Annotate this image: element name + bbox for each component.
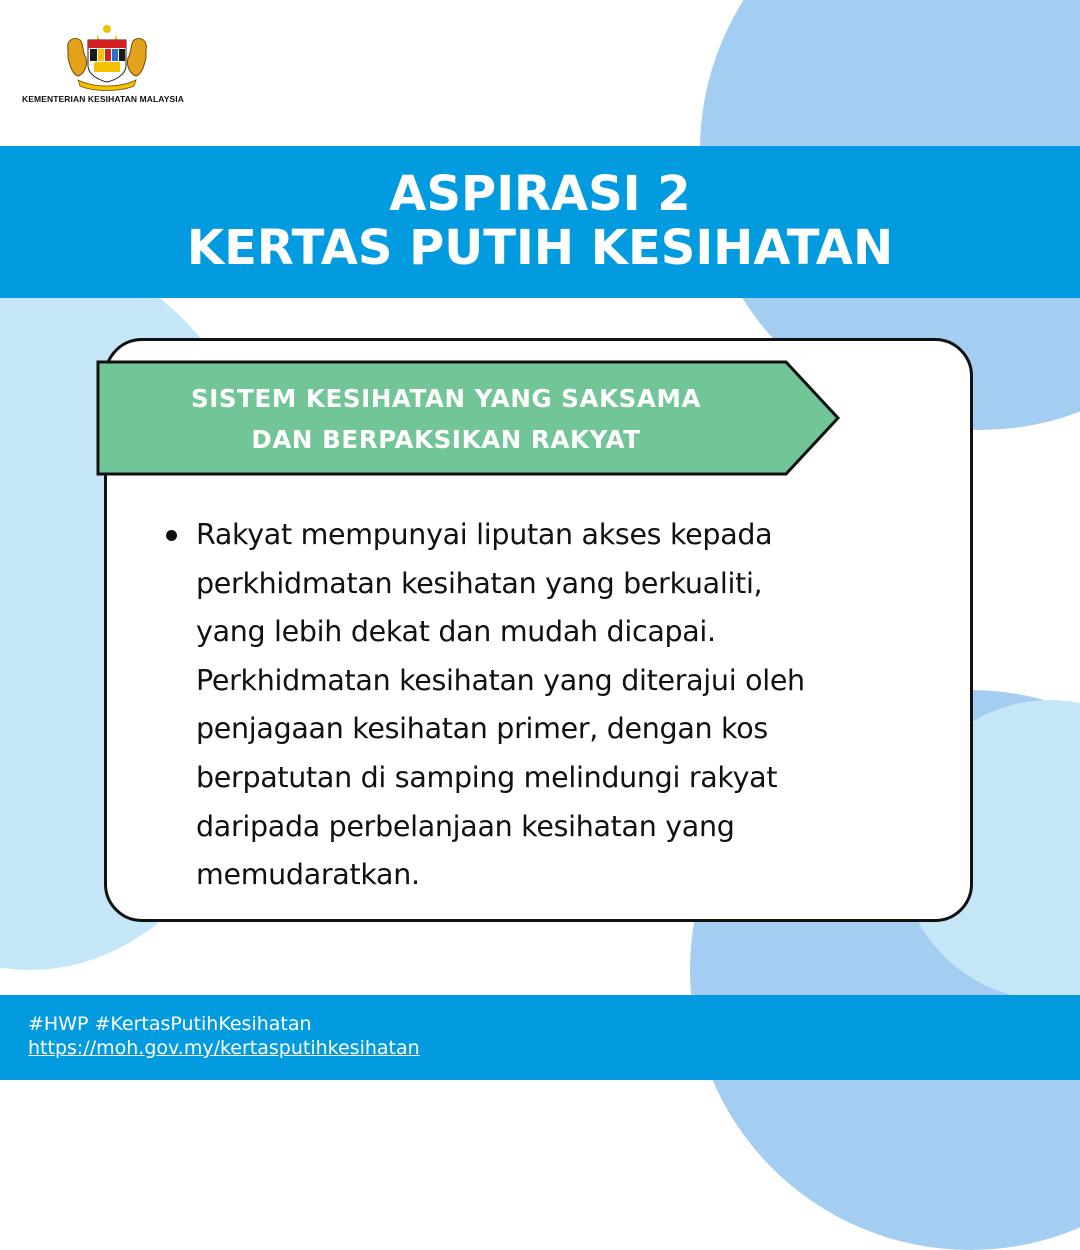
page-title-line-1: ASPIRASI 2 bbox=[389, 166, 691, 222]
paragraph-line: berpatutan di samping melindungi rakyat bbox=[196, 760, 778, 794]
website-link[interactable]: https://moh.gov.my/kertasputihkesihatan bbox=[28, 1037, 420, 1059]
coat-of-arms-icon bbox=[64, 22, 150, 92]
ministry-logo bbox=[22, 22, 202, 112]
paragraph-line: perkhidmatan kesihatan yang berkualiti, bbox=[196, 566, 763, 600]
ribbon-text-line-2: DAN BERPAKSIKAN RAKYAT bbox=[251, 425, 641, 454]
paragraph-line: Rakyat mempunyai liputan akses kepada bbox=[196, 518, 773, 551]
paragraph-line: penjagaan kesihatan primer, dengan kos bbox=[196, 712, 768, 746]
bullet-paragraph bbox=[196, 511, 936, 900]
paragraph-line: memudaratkan. bbox=[196, 858, 420, 892]
ribbon-text bbox=[114, 378, 778, 460]
paragraph-line: yang lebih dekat dan mudah dicapai. bbox=[196, 615, 716, 649]
page-title-line-2: KERTAS PUTIH KESIHATAN bbox=[186, 220, 894, 276]
paragraph-line: daripada perbelanjaan kesihatan yang bbox=[196, 809, 735, 843]
ribbon-text-line-1: SISTEM KESIHATAN YANG SAKSAMA bbox=[190, 384, 702, 413]
title-banner bbox=[0, 146, 1080, 298]
ministry-name: KEMENTERIAN KESIHATAN MALAYSIA bbox=[22, 94, 184, 104]
bullet-icon bbox=[166, 530, 177, 541]
paragraph-line: Perkhidmatan kesihatan yang diterajui oleh bbox=[196, 663, 805, 697]
footer-bar bbox=[0, 995, 1080, 1080]
aspiration-ribbon bbox=[96, 360, 842, 476]
hashtags: #HWP #KertasPutihKesihatan bbox=[28, 1013, 312, 1035]
